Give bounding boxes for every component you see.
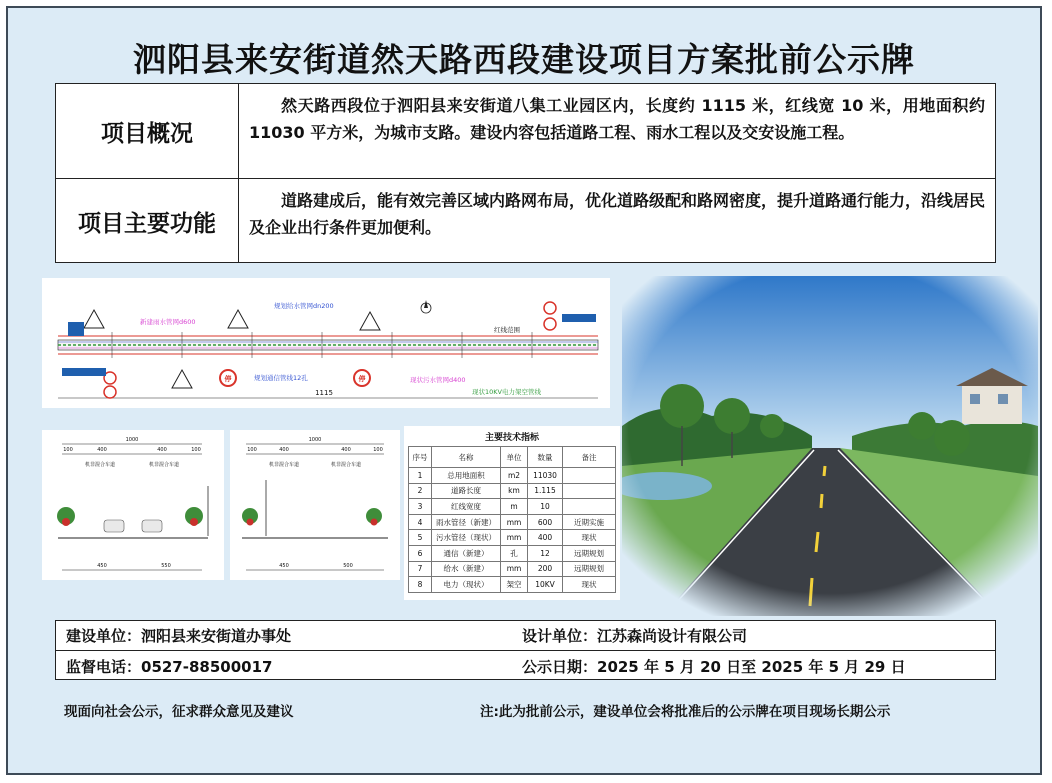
function-content: 道路建成后，能有效完善区域内路网布局，优化道路级配和路网密度，提升道路通行能力，沿线居民及企业出行条件更加便利。 bbox=[249, 191, 986, 237]
sec2-total-dim: 1000 bbox=[308, 437, 322, 443]
road-rendering-image bbox=[622, 276, 1038, 616]
stop-sign-label: 停 bbox=[358, 375, 366, 383]
spec-cell bbox=[563, 483, 616, 499]
plan-sewage-pipe-label: 现状污水管网d400 bbox=[410, 376, 466, 384]
plan-red-line-label: 红线范围 bbox=[494, 326, 520, 334]
spec-cell: 10 bbox=[528, 499, 563, 515]
builder-unit: 建设单位：泗阳县来安街道办事处 bbox=[66, 627, 292, 645]
spec-row bbox=[409, 530, 616, 546]
spec-header-cell: 单位 bbox=[501, 447, 528, 468]
spec-cell: 7 bbox=[409, 561, 432, 577]
spec-header-cell: 名称 bbox=[432, 447, 501, 468]
sec2-bottom-dim: 450 bbox=[279, 563, 289, 569]
spec-header-cell: 数量 bbox=[528, 447, 563, 468]
units-info-box bbox=[55, 620, 996, 680]
technical-indicators-table bbox=[408, 446, 616, 593]
sec2-lane-label: 机非混合车道 bbox=[268, 462, 300, 468]
spec-row bbox=[409, 483, 616, 499]
prohibition-sign-icon bbox=[544, 318, 556, 330]
spec-cell: m bbox=[501, 499, 528, 515]
spec-cell: m2 bbox=[501, 468, 528, 484]
sec1-lane-label: 机非混合车道 bbox=[84, 462, 116, 468]
spec-header-row bbox=[409, 447, 616, 468]
overview-label: 项目概况 bbox=[56, 84, 239, 178]
sec1-dim: 400 bbox=[157, 447, 167, 453]
stop-sign-label: 停 bbox=[224, 375, 232, 383]
plan-length-label: 1115 bbox=[315, 389, 333, 397]
technical-indicators-panel bbox=[404, 426, 620, 600]
spec-row bbox=[409, 561, 616, 577]
spec-cell: 架空 bbox=[501, 577, 528, 593]
spec-table-title: 主要技术指标 bbox=[484, 433, 539, 443]
spec-cell: 近期实施 bbox=[563, 514, 616, 530]
spec-row bbox=[409, 577, 616, 593]
overview-content: 然天路西段位于泗阳县来安街道八集工业园区内，长度约 1115 米，红线宽 10 米，用地面积约 11030 平方米，为城市支路。建设内容包括道路工程、雨水工程以及交安设施工程。 bbox=[249, 96, 985, 142]
stop-sign-icon bbox=[354, 370, 370, 386]
spec-cell: 3 bbox=[409, 499, 432, 515]
sec2-dim: 100 bbox=[247, 447, 257, 453]
sec1-total-dim: 1000 bbox=[125, 437, 139, 443]
spec-cell: 6 bbox=[409, 545, 432, 561]
sec2-dim: 400 bbox=[341, 447, 351, 453]
direction-sign-icon bbox=[62, 368, 106, 376]
spec-cell: 污水管径（现状） bbox=[432, 530, 501, 546]
page-title: 泗阳县来安街道然天路西段建设项目方案批前公示牌 bbox=[133, 40, 915, 79]
spec-cell: 10KV bbox=[528, 577, 563, 593]
direction-sign-icon bbox=[68, 322, 84, 336]
spec-cell: 孔 bbox=[501, 545, 528, 561]
sec1-dim: 100 bbox=[63, 447, 73, 453]
prohibition-sign-icon bbox=[104, 386, 116, 398]
plan-comm-pipe-label: 规划通信管线12孔 bbox=[254, 374, 308, 382]
cross-section-drawing-1 bbox=[42, 430, 224, 580]
spec-cell: 400 bbox=[528, 530, 563, 546]
units-row-2 bbox=[56, 651, 995, 681]
road-plan-drawing bbox=[42, 278, 610, 408]
spec-cell: 道路长度 bbox=[432, 483, 501, 499]
spec-cell: mm bbox=[501, 561, 528, 577]
spec-cell: 红线宽度 bbox=[432, 499, 501, 515]
publicity-date: 公示日期：2025 年 5 月 20 日至 2025 年 5 月 29 日 bbox=[522, 657, 906, 676]
sec2-bottom-dim: 500 bbox=[343, 563, 353, 569]
function-row bbox=[56, 179, 995, 263]
spec-cell: 现状 bbox=[563, 530, 616, 546]
spec-cell: 总用地面积 bbox=[432, 468, 501, 484]
sec2-dim: 400 bbox=[279, 447, 289, 453]
spec-row bbox=[409, 499, 616, 515]
sec1-lane-label: 机非混合车道 bbox=[148, 462, 180, 468]
spec-cell: 1.115 bbox=[528, 483, 563, 499]
spec-cell: 11030 bbox=[528, 468, 563, 484]
plan-water-pipe-label: 规划给水管网dn200 bbox=[274, 302, 334, 310]
footer-left-note: 现面向社会公示，征求群众意见及建议 bbox=[64, 704, 294, 720]
spec-cell: 电力（现状） bbox=[432, 577, 501, 593]
designer-unit: 设计单位：江苏森尚设计有限公司 bbox=[522, 627, 748, 645]
spec-cell: 200 bbox=[528, 561, 563, 577]
spec-cell bbox=[563, 468, 616, 484]
spec-cell: 12 bbox=[528, 545, 563, 561]
spec-cell: 2 bbox=[409, 483, 432, 499]
spec-cell: 远期规划 bbox=[563, 561, 616, 577]
overview-row bbox=[56, 84, 995, 179]
spec-cell: 雨水管径（新建） bbox=[432, 514, 501, 530]
prohibition-sign-icon bbox=[544, 302, 556, 314]
spec-cell: 600 bbox=[528, 514, 563, 530]
spec-cell: mm bbox=[501, 514, 528, 530]
cross-section-drawing-2 bbox=[230, 430, 400, 580]
spec-cell: mm bbox=[501, 530, 528, 546]
sec1-dim: 100 bbox=[191, 447, 201, 453]
sec2-dim: 100 bbox=[373, 447, 383, 453]
sec1-bottom-dim: 550 bbox=[161, 563, 171, 569]
project-info-table bbox=[55, 83, 996, 263]
spec-row bbox=[409, 514, 616, 530]
direction-sign-icon bbox=[562, 314, 596, 322]
sec1-dim: 400 bbox=[97, 447, 107, 453]
spec-cell: 8 bbox=[409, 577, 432, 593]
spec-cell: 现状 bbox=[563, 577, 616, 593]
spec-cell bbox=[563, 499, 616, 515]
spec-cell: 给水（新建） bbox=[432, 561, 501, 577]
units-row-1 bbox=[56, 621, 995, 651]
spec-cell: 通信（新建） bbox=[432, 545, 501, 561]
spec-cell: 5 bbox=[409, 530, 432, 546]
sec1-bottom-dim: 450 bbox=[97, 563, 107, 569]
footer-right-note: 注:此为批前公示，建设单位会将批准后的公示牌在项目现场长期公示 bbox=[480, 704, 891, 720]
spec-row bbox=[409, 545, 616, 561]
spec-cell: 远期规划 bbox=[563, 545, 616, 561]
notice-board bbox=[6, 6, 1042, 775]
spec-row bbox=[409, 468, 616, 484]
stop-sign-icon bbox=[220, 370, 236, 386]
spec-cell: 4 bbox=[409, 514, 432, 530]
plan-power-line-label: 现状10KV电力架空管线 bbox=[472, 388, 541, 396]
spec-header-cell: 序号 bbox=[409, 447, 432, 468]
sec2-lane-label: 机非混合车道 bbox=[330, 462, 362, 468]
spec-header-cell: 备注 bbox=[563, 447, 616, 468]
supervision-phone: 监督电话：0527-88500017 bbox=[66, 657, 273, 676]
spec-cell: km bbox=[501, 483, 528, 499]
spec-cell: 1 bbox=[409, 468, 432, 484]
function-label: 项目主要功能 bbox=[56, 179, 239, 263]
plan-rain-pipe-label: 新建雨水管网d600 bbox=[140, 318, 196, 326]
